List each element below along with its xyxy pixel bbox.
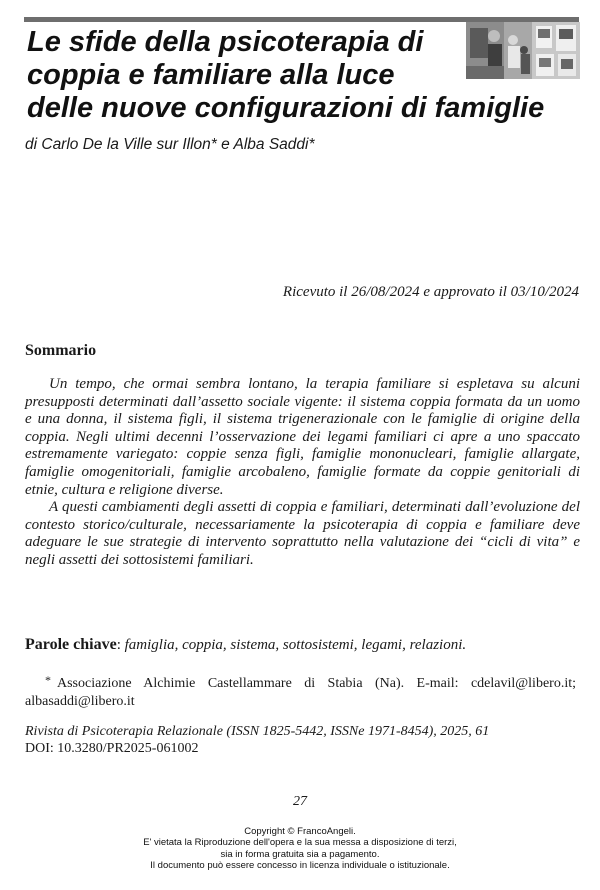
keywords-label: Parole chiave [25, 636, 117, 653]
copyright-line: Il documento può essere concesso in licenza individuale o istituzionale. [150, 859, 450, 871]
abstract-paragraph: A questi cambiamenti degli assetti di coppia e familiari, determinati dall’evoluzione del contesto storico/culturale, necessariamente la psicoterapia di coppia e familiare deve adeguare le sue strategie di intervento soprattutto nella valutazione dei “cicli di vita” e negli assetti dei sottosistemi familiari. [25, 499, 580, 568]
title-line: Le sfide della psicoterapia di [27, 26, 424, 58]
footnote-marker: * [45, 673, 51, 687]
authors-line: di Carlo De la Ville sur Illon* e Alba Saddi* [25, 136, 315, 153]
copyright-notice [0, 826, 600, 871]
keywords-separator: : [116, 637, 125, 653]
footnote-text: Associazione Alchimie Castellammare di Stabia (Na). E-mail: cdelavil@libero.it; albasaddi@libero.it [25, 676, 576, 709]
keywords-text: famiglia, coppia, sistema, sottosistemi, legami, relazioni. [124, 637, 467, 653]
sommario-heading: Sommario [25, 342, 97, 359]
abstract-body [25, 376, 580, 570]
article-title [27, 26, 587, 125]
doi: DOI: 10.3280/PR2025-061002 [25, 741, 199, 756]
title-line: delle nuove configurazioni di famiglie [27, 92, 545, 124]
abstract-paragraph: Un tempo, che ormai sembra lontano, la terapia familiare si espletava su alcuni presupposti determinati dall’assetto sociale vigente: il sistema coppia formata da un uomo e una donna, il sistema figli, il sistema trigenerazionale con le famiglie di origine della coppia. Negli ultimi decenni l’osservazione dei legami familiari ci apre a uno spaccato estremamente variegato: coppie senza figli, famiglie mononucleari, famiglie allargate, famiglie omogenitoriali, famiglie arcobaleno, famiglie formate da coppie genitoriali di etnie, cultura e religione diverse. [25, 376, 580, 498]
journal-citation: Rivista di Psicoterapia Relazionale (ISSN 1825-5442, ISSNe 1971-8454), 2025, 61 [25, 724, 490, 739]
title-line: coppia e familiare alla luce [27, 59, 395, 91]
received-date: Ricevuto il 26/08/2024 e approvato il 03/10/2024 [282, 284, 579, 300]
affiliation-footnote [25, 671, 576, 711]
copyright-line: sia in forma gratuita sia a pagamento. [220, 848, 380, 860]
page-number: 27 [293, 794, 307, 809]
journal-reference [25, 723, 585, 757]
keywords-line [25, 636, 585, 654]
copyright-line: Copyright © FrancoAngeli. [244, 826, 356, 837]
copyright-line: E' vietata la Riproduzione dell'opera e la sua messa a disposizione di terzi, [143, 837, 457, 849]
